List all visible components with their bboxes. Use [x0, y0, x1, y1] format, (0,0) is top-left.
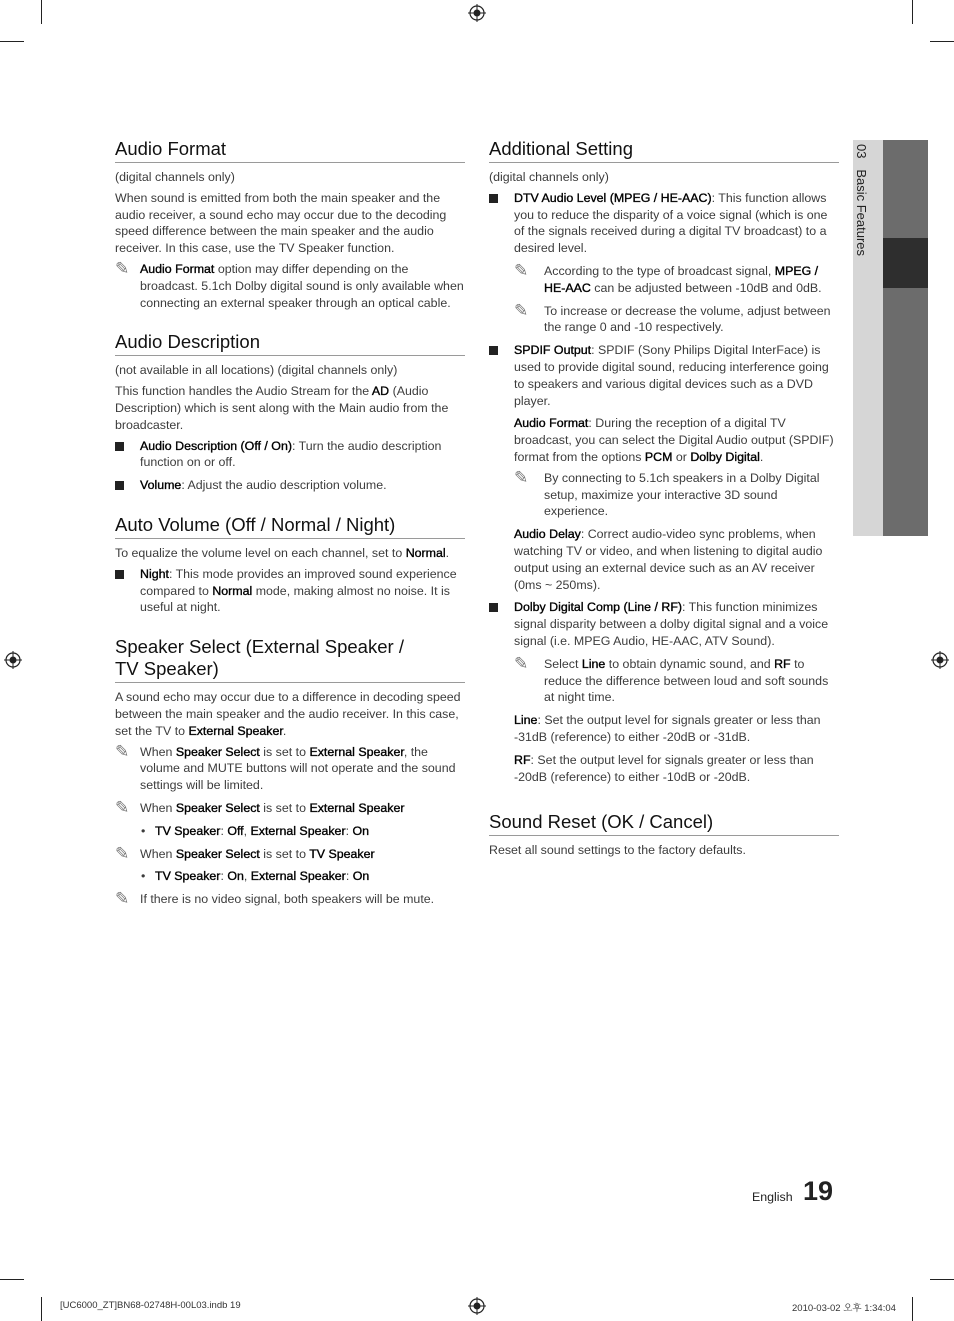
crop-mark	[41, 1297, 42, 1321]
body-text	[514, 752, 839, 786]
text: or	[672, 449, 691, 464]
body-text	[115, 545, 465, 562]
term: Audio Format	[140, 261, 215, 276]
text: is set to	[259, 800, 310, 815]
crop-mark	[930, 1279, 954, 1280]
dot-item: • TV Speaker: Off, External Speaker: On	[141, 823, 370, 838]
bullet-item	[115, 438, 465, 472]
bullet-item	[115, 477, 465, 494]
term: Audio Delay	[514, 527, 581, 542]
note-pencil-icon: ✎	[514, 653, 529, 673]
note	[115, 891, 465, 908]
text: .	[759, 449, 764, 464]
note-pencil-icon: ✎	[115, 797, 130, 817]
note-pencil-icon: ✎	[514, 300, 529, 320]
text: A sound echo may occur due to a difference in decoding speed between the main speaker and the audio receiver. In this case, set the TV to	[115, 690, 461, 738]
body-text	[115, 383, 465, 433]
term: Speaker Select	[175, 800, 260, 815]
note	[115, 797, 465, 817]
term: External Speaker	[250, 823, 346, 838]
term: Speaker Select	[175, 744, 260, 759]
note-text: option may differ depending on the broadcast. 5.1ch Dolby digital sound is only available when connecting an external speaker through an optical cable.	[140, 261, 464, 310]
note-pencil-icon: ✎	[115, 258, 130, 278]
body-text	[514, 415, 839, 465]
bullet-item	[489, 342, 839, 409]
body-text	[514, 712, 839, 746]
term: MUTE	[207, 761, 243, 776]
text: can be adjusted between -10dB and 0dB.	[590, 280, 822, 295]
text: is set to	[259, 744, 310, 759]
text: is set to	[259, 846, 310, 861]
chapter-tab-marker	[883, 238, 928, 288]
bullet-dot-icon: •	[141, 823, 146, 838]
text: : Turn the audio description function on or off.	[140, 438, 442, 470]
text: When	[140, 846, 176, 861]
chapter-tab	[853, 140, 928, 536]
note	[115, 258, 465, 311]
qualifier: (not available in all locations) (digital channels only)	[115, 363, 398, 378]
term: TV Speaker	[155, 823, 221, 838]
term: On	[352, 869, 370, 884]
qualifier: (digital channels only)	[489, 170, 609, 184]
note	[514, 260, 839, 297]
registration-mark-icon	[931, 651, 949, 669]
text: : Set the output level for signals greater or less than -20dB (reference) to either -10dB or -20dB.	[514, 752, 814, 784]
note-text: By connecting to 5.1ch speakers in a Dolby Digital setup, maximize your interactive 3D sound experience.	[544, 470, 820, 519]
section-title	[115, 636, 465, 683]
text: , the volume and	[140, 744, 428, 776]
text: When	[140, 800, 176, 815]
term: Night	[140, 566, 169, 581]
term: Volume	[140, 478, 182, 493]
bullet-square-icon	[489, 194, 498, 203]
term: RF	[514, 752, 531, 767]
registration-mark-icon	[468, 4, 486, 22]
term: AD	[371, 384, 390, 399]
term: MPEG / HE-AAC	[544, 263, 819, 295]
text: mode, making almost no noise. It is useful at night.	[140, 583, 450, 615]
print-slug-date: 2010-03-02 오후 1:34:04	[792, 1303, 896, 1314]
bullet-square-icon	[489, 346, 498, 355]
term: TV Speaker	[309, 846, 375, 861]
crop-mark	[0, 41, 24, 42]
section-title: Sound Reset (OK / Cancel)	[489, 811, 839, 836]
section-auto-volume	[115, 514, 465, 616]
section-audio-format	[115, 138, 465, 311]
text: : During the reception of a digital TV broadcast, you can select the Digital Audio output (SPDIF) format from the options	[514, 416, 834, 464]
term: Speaker Select	[175, 846, 260, 861]
note	[115, 741, 465, 794]
text: to reduce the difference between loud and soft sounds at night time.	[544, 656, 829, 705]
term: External Speaker	[250, 869, 346, 884]
text: : Adjust the audio description volume.	[181, 478, 387, 493]
crop-mark	[912, 0, 913, 24]
bullet-square-icon	[115, 570, 124, 579]
crop-mark	[41, 0, 42, 24]
title-line: TV Speaker)	[115, 658, 219, 680]
term: SPDIF Output	[514, 343, 592, 358]
term: Audio Description (Off / On)	[140, 438, 292, 453]
title-line: Speaker Select (External Speaker /	[115, 636, 404, 658]
note-pencil-icon: ✎	[115, 889, 130, 909]
note	[115, 843, 465, 863]
section-title: Audio Format	[115, 138, 465, 163]
note	[514, 653, 839, 706]
body-text	[115, 689, 465, 739]
bullet-item	[489, 599, 839, 649]
sub-items	[489, 415, 839, 593]
text: to obtain dynamic sound, and	[605, 656, 775, 671]
term: TV Speaker	[155, 869, 221, 884]
bullet-square-icon	[115, 481, 124, 490]
bullet-square-icon	[115, 442, 124, 451]
bullet-item	[115, 566, 465, 616]
text: To equalize the volume level on each channel, set to	[115, 545, 406, 560]
print-slug-file: [UC6000_ZT]BN68-02748H-00L03.indb 19	[60, 1300, 241, 1311]
chapter-tab-label	[854, 144, 869, 256]
term: Dolby Digital	[690, 449, 760, 464]
left-column	[115, 138, 465, 928]
page-number: 19	[803, 1176, 834, 1206]
text: buttons will not operate and the sound settings will be limited.	[140, 761, 456, 793]
term: Line	[581, 656, 606, 671]
text: : SPDIF (Sony Philips Digital InterFace) is used to provide digital sound, reducing interference going to speakers and various digital devices such as a DVD player.	[514, 343, 829, 408]
text: This function handles the Audio Stream for the	[115, 384, 372, 399]
text: : Correct audio-video sync problems, when watching TV or video, and when listening to digital audio output using an external device such as an AV receiver (0ms ~ 250ms).	[514, 527, 823, 592]
sub-notes	[489, 260, 839, 336]
term: On	[352, 823, 370, 838]
crop-mark	[0, 1279, 24, 1280]
note-pencil-icon: ✎	[514, 260, 529, 280]
term: External Speaker	[309, 744, 404, 759]
term: Normal	[405, 545, 446, 560]
body-text	[514, 526, 839, 593]
body-text: When sound is emitted from both the main speaker and the audio receiver, a sound echo may occur due to the decoding speed difference between the main speaker and the audio receiver. In this case, use the TV Speaker function.	[115, 190, 447, 256]
text: : This function allows you to reduce the disparity of a voice signal (which is one of the signals received during a digital TV broadcast) to a desired level.	[514, 190, 828, 256]
term: Line	[514, 713, 538, 728]
term: Off	[227, 823, 244, 838]
section-speaker-select	[115, 636, 465, 908]
text: : Set the output level for signals greater or less than -31dB (reference) to either -20dB or -31dB.	[514, 713, 821, 744]
crop-mark	[930, 41, 954, 42]
text: Select	[544, 656, 582, 671]
bullet-dot-icon: •	[141, 869, 146, 884]
text: According to the type of broadcast signal,	[544, 263, 775, 278]
text: .	[282, 723, 287, 738]
section-title: Auto Volume (Off / Normal / Night)	[115, 514, 465, 539]
sub-items	[489, 653, 839, 786]
section-audio-description	[115, 331, 465, 494]
chapter-title: Basic Features	[854, 169, 869, 257]
term: PCM	[644, 449, 673, 464]
registration-mark-icon	[4, 651, 22, 669]
dot-item: • TV Speaker: On, External Speaker: On	[141, 869, 370, 884]
note	[514, 300, 839, 337]
term: RF	[774, 656, 791, 671]
term: Normal	[212, 583, 253, 598]
footer-language: English	[752, 1190, 793, 1204]
term: External Speaker	[188, 723, 283, 738]
section-title: Audio Description	[115, 331, 465, 356]
note-pencil-icon: ✎	[115, 741, 130, 761]
chapter-number: 03	[854, 144, 869, 159]
term: DTV Audio Level (MPEG / HE-AAC)	[514, 190, 712, 205]
section-sound-reset	[489, 811, 839, 859]
text: (Audio Description) which is sent along with the Main audio from the broadcaster.	[115, 384, 449, 432]
term: Dolby Digital Comp (Line / RF)	[514, 600, 683, 615]
qualifier: (digital channels only)	[115, 170, 235, 184]
chapter-tab-dark	[883, 140, 928, 536]
term: External Speaker	[309, 800, 405, 815]
text: .	[445, 545, 450, 560]
term: Audio Format	[514, 416, 589, 431]
right-column	[489, 138, 839, 879]
crop-mark	[912, 1297, 913, 1321]
text: : This mode provides an improved sound experience compared to	[140, 566, 457, 598]
term: On	[227, 869, 244, 884]
bullet-item	[489, 190, 839, 257]
note	[514, 467, 839, 520]
note-text: If there is no video signal, both speakers will be mute.	[140, 892, 435, 907]
note-pencil-icon: ✎	[115, 843, 130, 863]
note-text: To increase or decrease the volume, adjust between the range 0 and -10 respectively.	[544, 303, 831, 335]
note-pencil-icon: ✎	[514, 467, 529, 487]
section-title: Additional Setting	[489, 138, 839, 163]
text: : This function minimizes signal disparity between a dolby digital signal and a voice signal (i.e. MPEG Audio, HE-AAC, ATV Sound).	[514, 600, 829, 648]
section-additional-setting	[489, 138, 839, 785]
registration-mark-icon	[468, 1297, 486, 1315]
bullet-square-icon	[489, 603, 498, 612]
body-text: Reset all sound settings to the factory defaults.	[489, 843, 746, 858]
text: When	[140, 744, 176, 759]
